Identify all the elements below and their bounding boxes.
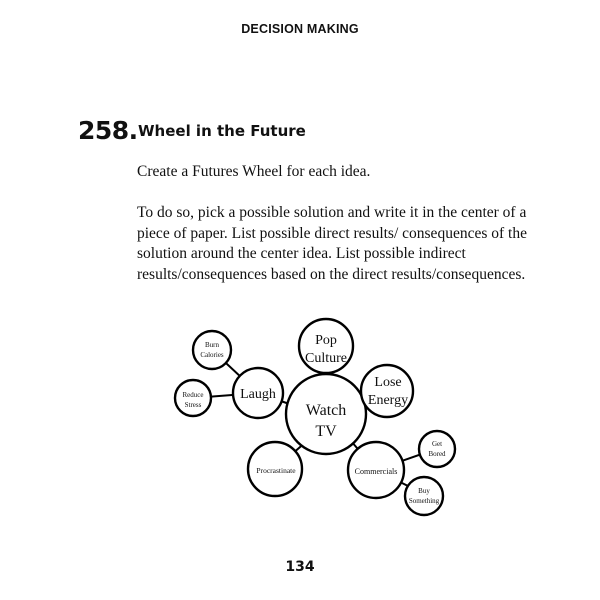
node-lose-energy xyxy=(361,365,413,417)
page-number: 134 xyxy=(285,559,315,575)
node-commercials xyxy=(348,442,404,498)
node-procrastinate xyxy=(248,442,302,496)
lose-energy-label-line-1: Lose xyxy=(374,375,402,390)
procrastinate-label: Procrastinate xyxy=(256,466,296,475)
node-buy-something xyxy=(405,477,443,515)
pop-culture-label-line-1: Pop xyxy=(315,333,337,348)
node-get-bored xyxy=(419,431,455,467)
get-bored-label-line-1: Get xyxy=(431,440,443,448)
center-label-line-2: TV xyxy=(315,423,337,440)
node-center-watch-tv xyxy=(286,374,366,454)
node-burn-calories xyxy=(193,331,231,369)
center-label-line-1: Watch xyxy=(305,402,347,419)
get-bored-label-line-2: Bored xyxy=(428,450,446,458)
reduce-stress-label-line-2: Stress xyxy=(184,401,202,409)
burn-calories-label-line-1: Burn xyxy=(205,341,219,349)
entry-title: Wheel in the Future xyxy=(138,122,306,140)
instruction-paragraph-1: Create a Futures Wheel for each idea. xyxy=(137,163,371,180)
buy-something-label-line-2: Something xyxy=(408,497,440,505)
burn-calories-label-line-2: Calories xyxy=(200,351,224,359)
node-laugh xyxy=(233,368,283,418)
buy-something-label-line-1: Buy xyxy=(418,487,430,495)
reduce-stress-label-line-1: Reduce xyxy=(182,391,204,399)
running-header: DECISION MAKING xyxy=(241,22,359,36)
node-pop-culture xyxy=(299,319,353,373)
instruction-paragraph-2: To do so, pick a possible solution and write it in the center of a piece of paper. List possible direct results/ consequences of the solution around the center idea. List possible indirect results/consequences based on the direct results/consequences. xyxy=(137,204,527,283)
commercials-label: Commercials xyxy=(354,467,398,476)
entry-number: 258. xyxy=(78,116,138,145)
lose-energy-label-line-2: Energy xyxy=(367,393,409,408)
laugh-label: Laugh xyxy=(240,387,276,402)
node-reduce-stress xyxy=(175,380,211,416)
pop-culture-label-line-2: Culture xyxy=(305,351,347,366)
